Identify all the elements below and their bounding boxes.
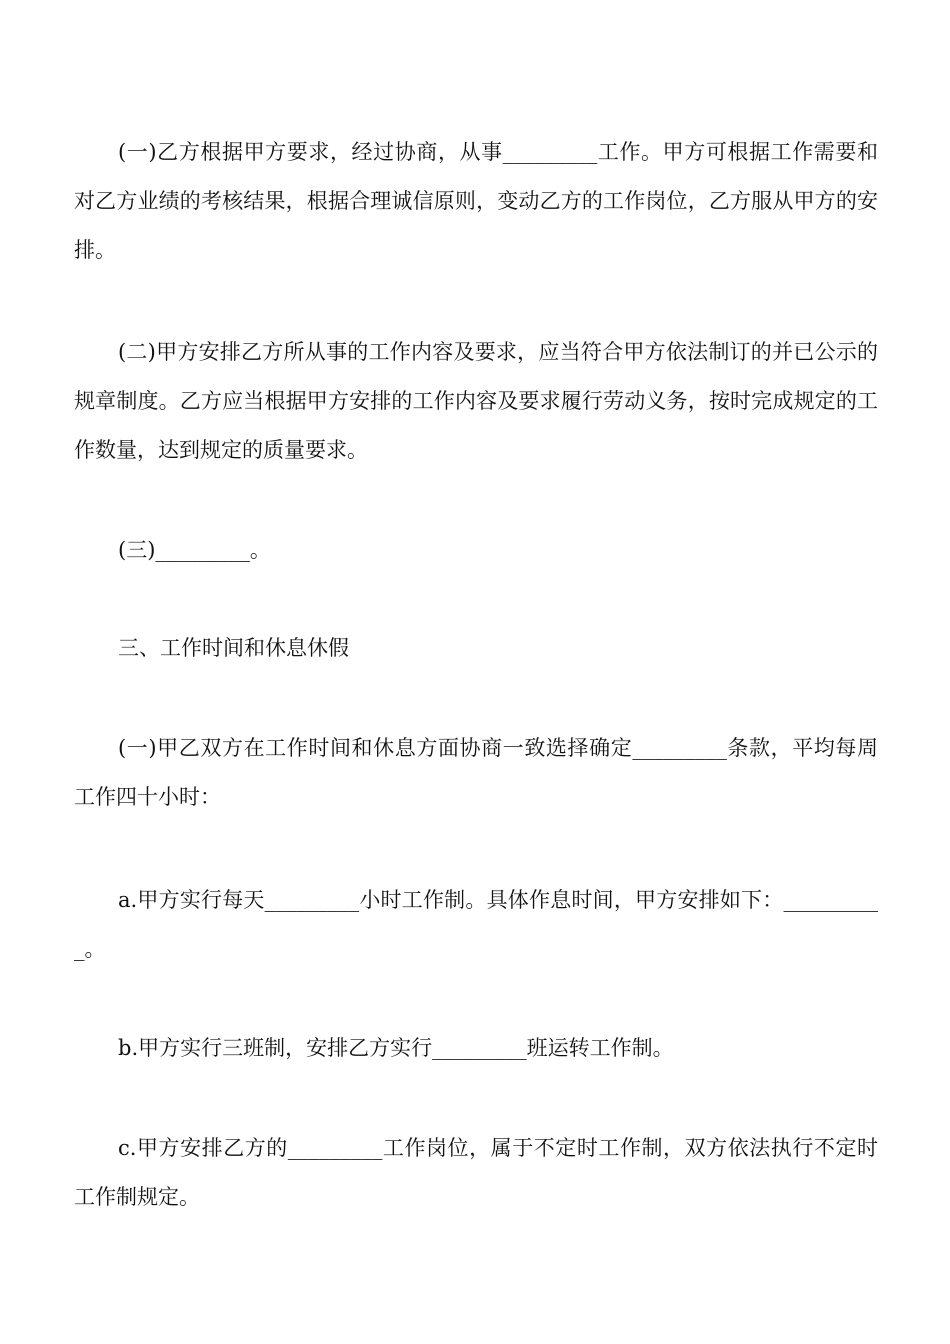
section-heading-working-hours: 三、工作时间和休息休假 bbox=[118, 636, 349, 660]
clause-2-3-blank: (三)_________。 bbox=[118, 538, 271, 562]
clause-2-2-job-requirements: (二)甲方安排乙方所从事的工作内容及要求，应当符合甲方依法制订的并已公示的规章制度。乙方应当根据甲方安排的工作内容及要求履行劳动义务，按时完成规定的工作数量，达到规定的质量要求。 bbox=[74, 340, 878, 462]
clause-2-1-job-assignment: (一)乙方根据甲方要求，经过协商，从事_________工作。甲方可根据工作需要和对乙方业绩的考核结果，根据合理诚信原则，变动乙方的工作岗位，乙方服从甲方的安排。 bbox=[74, 140, 878, 262]
clause-3-1-working-hours-choice: (一)甲乙双方在工作时间和休息方面协商一致选择确定_________条款，平均每周工作四十小时： bbox=[74, 736, 878, 809]
clause-3-1-c-flexible-hours: c.甲方安排乙方的_________工作岗位，属于不定时工作制，双方依法执行不定时工作制规定。 bbox=[74, 1136, 878, 1209]
clause-3-1-a-standard-hours: a.甲方实行每天_________小时工作制。具体作息时间，甲方安排如下：__________。 bbox=[74, 888, 878, 961]
clause-3-1-b-shift-system: b.甲方实行三班制，安排乙方实行_________班运转工作制。 bbox=[118, 1036, 674, 1060]
